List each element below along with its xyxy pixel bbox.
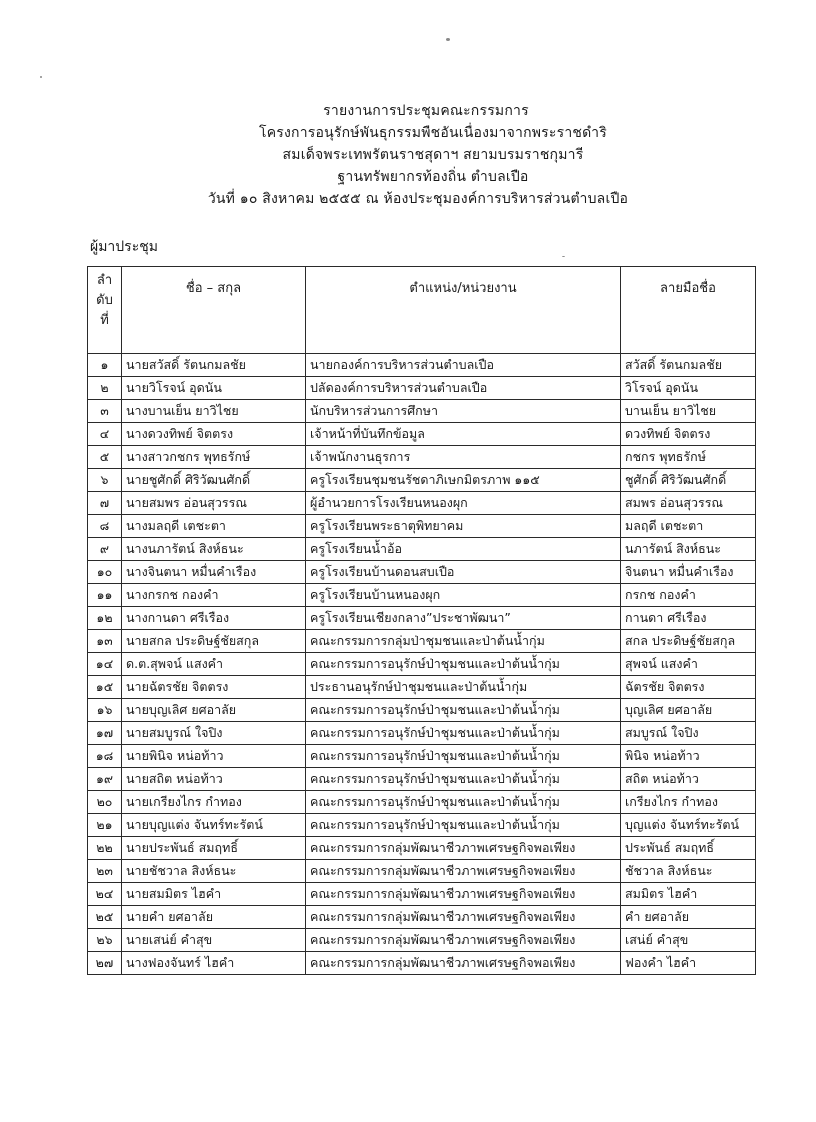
row-number: ๒: [88, 377, 122, 400]
table-row: [88, 906, 756, 929]
attendee-position: ครูโรงเรียนพระธาตุพิทยาคม: [306, 515, 621, 538]
attendee-signature: กรกช กองคำ: [621, 584, 756, 607]
attendee-signature: สมบูรณ์ ใจปิง: [621, 722, 756, 745]
attendee-name: นายพินิจ หน่อท้าว: [122, 745, 306, 768]
table-row: [88, 469, 756, 492]
header-name: ชื่อ – สกุล: [122, 267, 306, 354]
heading-line-4: ฐานทรัพยากรท้องถิ่น ตำบลเปือ: [337, 169, 529, 185]
attendee-name: นางสาวกชกร พุทธรักษ์: [122, 446, 306, 469]
attendee-name: นายเสน่ย์ คำสุข: [122, 929, 306, 952]
header-sequence-line: ที่: [100, 313, 109, 328]
attendee-position: คณะกรรมการอนุรักษ์ป่าชุมชนและป่าต้นน้ำกุ่ม: [306, 722, 621, 745]
heading-line-2: โครงการอนุรักษ์พันธุกรรมพืชอันเนื่องมาจากพระราชดำริ: [259, 125, 607, 141]
attendee-signature: มลฤดี เตชะตา: [621, 515, 756, 538]
row-number: ๑๘: [88, 745, 122, 768]
attendee-signature: กชกร พุทธรักษ์: [621, 446, 756, 469]
attendee-position: คณะกรรมการอนุรักษ์ป่าชุมชนและป่าต้นน้ำกุ่ม: [306, 699, 621, 722]
table-row: [88, 791, 756, 814]
row-number: ๑๙: [88, 768, 122, 791]
table-row: [88, 630, 756, 653]
attendee-signature: บุญเลิศ ยศอาลัย: [621, 699, 756, 722]
attendee-position: ครูโรงเรียนบ้านหนองผุก: [306, 584, 621, 607]
attendee-signature: จินตนา หมื่นคำเรือง: [621, 561, 756, 584]
table-row: [88, 446, 756, 469]
attendee-position: นายกองค์การบริหารส่วนตำบลเปือ: [306, 354, 621, 377]
table-row: [88, 354, 756, 377]
row-number: ๔: [88, 423, 122, 446]
attendee-signature: เกรียงไกร กำทอง: [621, 791, 756, 814]
attendee-position: ครูโรงเรียนน้ำอ้อ: [306, 538, 621, 561]
attendee-position: ครูโรงเรียนชุมชนรัชดาภิเษกมิตรภาพ ๑๑๕: [306, 469, 621, 492]
attendee-position: คณะกรรมการอนุรักษ์ป่าชุมชนและป่าต้นน้ำกุ่ม: [306, 745, 621, 768]
attendee-position: คณะกรรมการกลุ่มพัฒนาชีวภาพเศรษฐกิจพอเพียง: [306, 929, 621, 952]
row-number: ๑๔: [88, 653, 122, 676]
heading-line-3: สมเด็จพระเทพรัตนราชสุดาฯ สยามบรมราชกุมารี: [282, 147, 584, 163]
attendee-name: นายเกรียงไกร กำทอง: [122, 791, 306, 814]
attendee-signature: สมพร อ่อนสุวรรณ: [621, 492, 756, 515]
attendee-signature: คำ ยศอาลัย: [621, 906, 756, 929]
attendee-name: นายบุญเลิศ ยศอาลัย: [122, 699, 306, 722]
table-row: [88, 952, 756, 975]
attendee-signature: เสน่ย์ คำสุข: [621, 929, 756, 952]
table-row: [88, 814, 756, 837]
row-number: ๒๒: [88, 837, 122, 860]
table-row: [88, 423, 756, 446]
attendee-name: นางฟองจันทร์ ไฮคำ: [122, 952, 306, 975]
attendee-signature: สถิต หน่อท้าว: [621, 768, 756, 791]
attendee-signature: สกล ประดิษฐ์ชัยสกุล: [621, 630, 756, 653]
row-number: ๑๐: [88, 561, 122, 584]
table-row: [88, 607, 756, 630]
attendee-name: ด.ต.สุพจน์ แสงคำ: [122, 653, 306, 676]
attendee-name: นางจินตนา หมื่นคำเรือง: [122, 561, 306, 584]
attendee-signature: สวัสดิ์ รัตนกมลชัย: [621, 354, 756, 377]
table-row: [88, 699, 756, 722]
row-number: ๓: [88, 400, 122, 423]
row-number: ๒๐: [88, 791, 122, 814]
attendee-position: คณะกรรมการอนุรักษ์ป่าชุมชนและป่าต้นน้ำกุ่ม: [306, 653, 621, 676]
attendee-name: นายฉัตรชัย จิตตรง: [122, 676, 306, 699]
attendee-signature: ฟองคำ ไฮคำ: [621, 952, 756, 975]
table-row: [88, 584, 756, 607]
heading-line-5: วันที่ ๑๐ สิงหาคม ๒๕๕๕ ณ ห้องประชุมองค์การบริหารส่วนตำบลเปือ: [207, 191, 629, 207]
attendee-signature: สมมิตร ไฮคำ: [621, 883, 756, 906]
attendee-position: คณะกรรมการอนุรักษ์ป่าชุมชนและป่าต้นน้ำกุ่ม: [306, 791, 621, 814]
table-row: [88, 653, 756, 676]
table-row: [88, 837, 756, 860]
attendee-signature: พินิจ หน่อท้าว: [621, 745, 756, 768]
attendee-name: นายสถิต หน่อท้าว: [122, 768, 306, 791]
row-number: ๒๓: [88, 860, 122, 883]
table-row: [88, 676, 756, 699]
scan-speck: [446, 38, 450, 41]
header-position: ตำแหน่ง/หน่วยงาน: [306, 267, 621, 354]
attendee-signature: ประพันธ์ สมฤทธิ์: [621, 837, 756, 860]
header-sequence-line: ลำ: [96, 273, 113, 288]
table-row: [88, 400, 756, 423]
attendee-position: เจ้าหน้าที่บันทึกข้อมูล: [306, 423, 621, 446]
attendee-name: นายสมพร อ่อนสุวรรณ: [122, 492, 306, 515]
header-signature: ลายมือชื่อ: [621, 267, 756, 354]
attendee-name: นายชูศักดิ์ ศิริวัฒนศักดิ์: [122, 469, 306, 492]
attendance-table: [87, 266, 756, 975]
table-row: [88, 929, 756, 952]
attendee-signature: ชูศักดิ์ ศิริวัฒนศักดิ์: [621, 469, 756, 492]
scan-speck: [40, 76, 42, 78]
row-number: ๕: [88, 446, 122, 469]
heading-line-1: รายงานการประชุมคณะกรรมการ: [323, 103, 529, 119]
table-row: [88, 515, 756, 538]
row-number: ๖: [88, 469, 122, 492]
table-row: [88, 377, 756, 400]
row-number: ๑: [88, 354, 122, 377]
table-row: [88, 883, 756, 906]
attendee-name: นายสวัสดิ์ รัตนกมลชัย: [122, 354, 306, 377]
table-row: [88, 860, 756, 883]
attendee-position: คณะกรรมการกลุ่มป่าชุมชนและป่าต้นน้ำกุ่ม: [306, 630, 621, 653]
attendee-name: นายคำ ยศอาลัย: [122, 906, 306, 929]
attendee-position: คณะกรรมการกลุ่มพัฒนาชีวภาพเศรษฐกิจพอเพียง: [306, 837, 621, 860]
attendee-position: คณะกรรมการกลุ่มพัฒนาชีวภาพเศรษฐกิจพอเพียง: [306, 883, 621, 906]
row-number: ๑๖: [88, 699, 122, 722]
attendee-name: นายบุญแต่ง จันทร์ทะรัตน์: [122, 814, 306, 837]
row-number: ๒๑: [88, 814, 122, 837]
table-row: [88, 538, 756, 561]
row-number: ๑๗: [88, 722, 122, 745]
attendee-position: ครูโรงเรียนบ้านดอนสบเปือ: [306, 561, 621, 584]
attendee-name: นายสมมิตร ไฮคำ: [122, 883, 306, 906]
row-number: ๑๓: [88, 630, 122, 653]
row-number: ๑๕: [88, 676, 122, 699]
row-number: ๒๔: [88, 883, 122, 906]
attendees-label: ผู้มาประชุม: [90, 239, 158, 255]
row-number: ๒๖: [88, 929, 122, 952]
attendee-signature: วิโรจน์ อุดนัน: [621, 377, 756, 400]
attendee-position: นักบริหารส่วนการศึกษา: [306, 400, 621, 423]
attendee-name: นางบานเย็น ยาวิไชย: [122, 400, 306, 423]
table-row: [88, 561, 756, 584]
attendee-name: นางกานดา ศรีเรือง: [122, 607, 306, 630]
attendee-position: ประธานอนุรักษ์ป่าชุมชนและป่าต้นน้ำกุ่ม: [306, 676, 621, 699]
attendee-name: นางดวงทิพย์ จิตตรง: [122, 423, 306, 446]
attendee-name: นางกรกช กองคำ: [122, 584, 306, 607]
scan-speck: [562, 256, 565, 257]
report-heading: [0, 100, 816, 210]
attendee-signature: นภารัตน์ สิงห์ธนะ: [621, 538, 756, 561]
attendee-position: ปลัดองค์การบริหารส่วนตำบลเปือ: [306, 377, 621, 400]
row-number: ๒๕: [88, 906, 122, 929]
table-row: [88, 722, 756, 745]
attendee-signature: กานดา ศรีเรือง: [621, 607, 756, 630]
attendee-signature: ชัชวาล สิงห์ธนะ: [621, 860, 756, 883]
attendee-position: คณะกรรมการอนุรักษ์ป่าชุมชนและป่าต้นน้ำกุ่ม: [306, 814, 621, 837]
attendee-name: นายวิโรจน์ อุดนัน: [122, 377, 306, 400]
table-header-row: [88, 267, 756, 354]
row-number: ๑๒: [88, 607, 122, 630]
attendee-name: นายประพันธ์ สมฤทธิ์: [122, 837, 306, 860]
attendee-signature: ฉัตรชัย จิตตรง: [621, 676, 756, 699]
table-row: [88, 492, 756, 515]
attendee-position: คณะกรรมการอนุรักษ์ป่าชุมชนและป่าต้นน้ำกุ่ม: [306, 768, 621, 791]
attendee-name: นายชัชวาล สิงห์ธนะ: [122, 860, 306, 883]
attendee-position: เจ้าพนักงานธุรการ: [306, 446, 621, 469]
row-number: ๙: [88, 538, 122, 561]
attendee-signature: บานเย็น ยาวิไชย: [621, 400, 756, 423]
attendee-name: นายสกล ประดิษฐ์ชัยสกุล: [122, 630, 306, 653]
attendee-name: นางนภารัตน์ สิงห์ธนะ: [122, 538, 306, 561]
table-row: [88, 745, 756, 768]
header-sequence: [88, 267, 122, 354]
attendee-position: คณะกรรมการกลุ่มพัฒนาชีวภาพเศรษฐกิจพอเพียง: [306, 906, 621, 929]
attendee-name: นายสมบูรณ์ ใจปิง: [122, 722, 306, 745]
attendee-position: ผู้อำนวยการโรงเรียนหนองผุก: [306, 492, 621, 515]
row-number: ๘: [88, 515, 122, 538]
attendee-position: คณะกรรมการกลุ่มพัฒนาชีวภาพเศรษฐกิจพอเพียง: [306, 860, 621, 883]
header-sequence-line: ดับ: [96, 293, 113, 308]
attendee-position: คณะกรรมการกลุ่มพัฒนาชีวภาพเศรษฐกิจพอเพียง: [306, 952, 621, 975]
table-row: [88, 768, 756, 791]
attendee-position: ครูโรงเรียนเชียงกลาง”ประชาพัฒนา”: [306, 607, 621, 630]
attendee-name: นางมลฤดี เตชะตา: [122, 515, 306, 538]
row-number: ๗: [88, 492, 122, 515]
row-number: ๑๑: [88, 584, 122, 607]
attendee-signature: บุญแต่ง จันทร์ทะรัตน์: [621, 814, 756, 837]
row-number: ๒๗: [88, 952, 122, 975]
table-body: [88, 354, 756, 975]
attendee-signature: ดวงทิพย์ จิตตรง: [621, 423, 756, 446]
attendee-signature: สุพจน์ แสงคำ: [621, 653, 756, 676]
